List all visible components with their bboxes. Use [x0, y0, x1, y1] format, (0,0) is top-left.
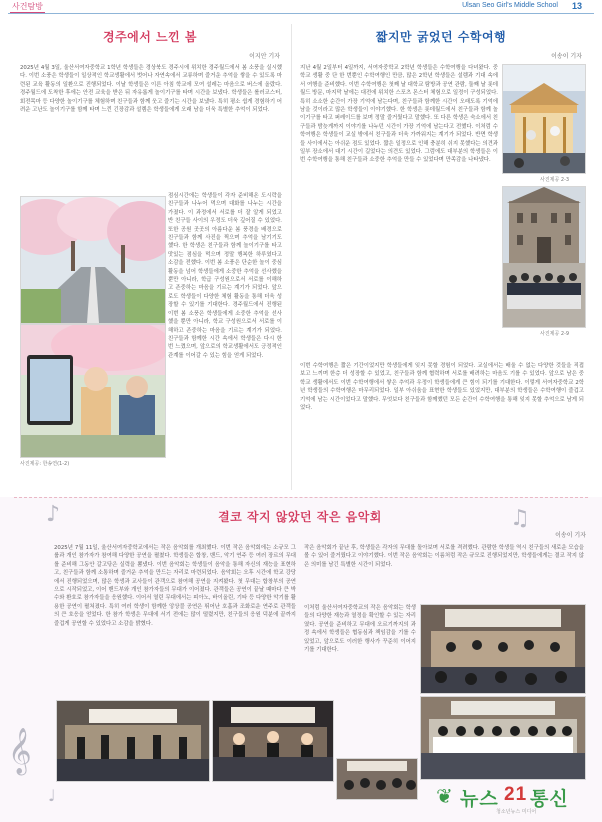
article-3-p3: 이어서 열린 무대에서는 피아노, 바이올린, 기타 등 다양한 악기를 활용한 공연이 펼쳐졌다. 특히 여러 학생이 함께한 앙상블 공연은 뛰어난 호흡과 조화로운 연주로 관객들의 큰 호응을 얻었다. 한 참가 학생은 무대에 서기 전에는 많이 떨렸지만, 친구들의 응원 덕분에 끝까지 즐겁게 공연할 수 있었다고 소감을 밝혔다. [54, 595, 296, 627]
article-1-p5: 경주월드에서 진행된 이번 봄 소풍은 학생들에게 소중한 추억을 선사했을 뿐만 아니라, 학교 구성원으로서 서로를 이해하고 존중하는 마음을 기르는 계기가 되었다. 친구들과 함께한 시간 속에서 학생들은 다시 한 번 느꼈으며, 앞으로의 학교생활에서도 긍정적인 관계를 이어갈 수 있는 힘을 얻게 되었다. [168, 302, 282, 359]
photo-students-phone-image [21, 325, 165, 457]
logo-text-a: 뉴스 [460, 789, 499, 810]
photo-concert-band-image [213, 701, 333, 781]
article-2-p5: 이번 수학여행은 짧은 기간이었지만 학생들에게 잊지 못할 경험이 되었다. 교실에서는 배울 수 없는 다양한 것들을 직접 보고 느끼며 한층 더 성장할 수 있었고, 친구들과 함께 협력하며 서로를 배려하는 마음도 기를 수 있었다. 앞으로 남은 중학교 생활에서도 이번 수학여행에서 쌓은 추억과 우정이 학생들에게 큰 힘이 되기를 기대한다. [300, 363, 584, 386]
article-1-p4: 이번 봄 소풍은 단순한 놀이 중심 활동을 넘어 학생들에게 소중한 추억을 선사했을 뿐만 아니라, 학급 구성원으로서 서로를 이해하고 존중하는 마음을 기르는 계기가 되었다. 앞으로도 학생들이 다양한 체험 활동을 통해 더욱 성장할 수 있기를 기대한다. [168, 260, 282, 309]
column-divider [291, 24, 292, 490]
article-1-body-top [20, 64, 282, 192]
article-2-head [300, 28, 582, 60]
article-3-head [150, 508, 450, 525]
article-3-body-right [304, 544, 584, 602]
article-2-p3: 한 학생은 롯데월드에서 친구들과 함께 놀이기구를 타고 퍼레이드를 보며 정말 즐거웠다고 말했다. 또 다른 학생은 숙소에서 친구들과 밤늦게까지 이야기를 나누던 시간이 가장 기억에 남는다고 전했다. 이처럼 수학여행은 학생들이 교실 밖에서 친구들과 더욱 가까워지는 계기가 되었다. [300, 107, 498, 139]
photo-carousel [502, 64, 586, 174]
article-2-body-left [300, 64, 498, 360]
article-3-p4: 작은 음악회가 끝난 후, 학생들은 각자의 무대를 돌아보며 서로를 격려했다. 관람한 학생들 역시 친구들의 새로운 모습을 볼 수 있어 즐거웠다고 이야기했다. 이번 작은 음악회는 이름처럼 작은 규모로 진행되었지만, 학생들에게는 결코 작지 않은 의미를 남긴 특별한 시간이 되었다. [304, 545, 584, 568]
photo-cherry-road-image [21, 197, 165, 323]
article-2-p6: 이렇게 서여자중학교 2학년 학생들의 수학여행은 마무리되었다. 일부 아쉬움을 표현한 학생들도 있었지만, 대부분의 학생들은 수학여행이 즐겁고 기억에 남는 시간이었다고 말했다. 무엇보다 친구들과 함께했던 모든 순간이 수학여행을 통해 잊지 못할 추억으로 남게 되었다. [300, 379, 584, 412]
photo-concert-wide [56, 700, 210, 782]
article-3-p1: 2025년 7월 11일, 울산서여자중학교에서는 작은 음악회를 개최했다. 이번 작은 음악회에는 소규모 그룹과 개인 참가자가 참여해 다양한 공연을 펼쳤다. 학생들은 합창, 밴드, 악기 연주 등 여러 장르의 무대를 준비해 그동안 갈고닦은 실력을 뽐냈다. 이번 음악회는 학생들이 음악을 통해 자신의 재능을 표현하고, 친구들과 함께 소통하며 즐거운 추억을 만드는 자리로 마련되었다. [54, 545, 296, 577]
article-2-p1: 지난 4월 2일부터 4일까지, 서여자중학교 2학년 학생들은 수학여행을 다녀왔다. 중학교 생활 중 단 한 번뿐인 수학여행인 만큼, 많은 2학년 학생들은 설렘과 기대 속에서 여행을 준비했다. [300, 65, 498, 88]
article-1-caption: 사진제공: 한송연(1-2) [20, 461, 70, 467]
photo-concert-choir-image [421, 697, 585, 779]
photo-concert-choir [420, 696, 586, 780]
photo-concert-audience-image [337, 759, 417, 799]
article-3-p2: 음악회는 오후 시간에 학교 강당에서 진행되었으며, 많은 학생과 교사들이 관객으로 참여해 공연을 지켜봤다. 첫 무대는 합창부의 공연으로 시작되었고, 이어 밴드부와 개인 참가자들의 무대가 이어졌다. 관객들은 공연이 끝날 때마다 큰 박수와 환호로 참가자들을 응원했다. [54, 570, 296, 602]
article-1-p1: 2025년 4월 3일, 울산서여자중학교 1학년 학생들은 경상북도 경주시에 위치한 경주월드에서 봄 소풍을 실시했다. 이번 소풍은 학생들이 일상적인 학교생활에서 벗어나 자연속에서 교류하며 즐거운 추억을 쌓을 수 있도록 마련된 교육 활동의 일환으로 진행되었다. [20, 65, 282, 88]
double-note-icon: ♫ [510, 506, 530, 531]
logo-leaf-icon: ❦ [436, 784, 453, 808]
photo-cherry-road [20, 196, 166, 324]
article-3-body-left [54, 544, 296, 696]
article-3-title: 결코 작지 않았던 작은 음악회 [218, 510, 382, 524]
article-2-p2: 이번 수학여행은 첫째 날 대학교 탐방과 공연 관람, 둘째 날 롯데월드 방문, 마지막 날에는 대전에 위치한 스포츠 몬스터 체험으로 일정이 구성되었다. 특히 소소한 순간이 가장 기억에 남는다며, 친구들과 함께한 시간이 오래도록 기억에 남을 것이라고 많은 학생들이 이야기했다. [300, 81, 498, 114]
page-number: 13 [571, 1, 582, 11]
logo-subtitle: 청소년뉴스 미디어 [496, 809, 537, 815]
small-note-icon: ♩ [48, 786, 56, 805]
treble-clef-icon: 𝄞 [8, 728, 32, 774]
logo-text-b: 통신 [530, 789, 569, 810]
photo-concert-stage-right-image [421, 605, 585, 693]
article-3-divider [14, 497, 588, 498]
header-rule [8, 13, 594, 14]
photo-carousel-image [503, 65, 585, 173]
article-2-author: 이송이 기자 [551, 53, 582, 60]
article-1-title: 경주에서 느낀 봄 [102, 30, 197, 44]
article-1-head [20, 28, 280, 60]
page-header [0, 0, 602, 14]
photo-group-building-image [503, 187, 585, 327]
article-2-caption-a: 사진제공 2-3 [540, 177, 570, 183]
section-label: 사건탐방 [12, 2, 43, 11]
news-logo [436, 782, 596, 814]
photo-concert-stage-right [420, 604, 586, 694]
school-name: Ulsan Seo Girl's Middle School [462, 2, 558, 9]
article-2-title: 짧지만 굵었던 수학여행 [375, 30, 507, 44]
article-1-p2: 이날 학생들은 이른 아침 학교에 모여 설레는 마음으로 버스에 올랐다. 경주월드에 도착한 후에는 안전 교육을 받은 뒤 자유롭게 놀이기구를 타며 시간을 보냈다. 학생들은 롤러코스터, 회전목마 등 다양한 놀이기구를 체험하며 친구들과 함께 웃고 즐기는 시간을 보냈다. 특히 평소 쉽게 경험하기 어려운 고난도 놀이기구를 함께 타며 느낀 긴장감과 설렘은 학생들에게 오래 남을 더욱 특별한 추억이 되었다. [20, 81, 282, 114]
article-1-p3: 점심시간에는 학생들이 각자 준비해온 도시락을 친구들과 나누어 먹으며 대화를 나누는 시간을 가졌다. 이 과정에서 서로를 더 잘 알게 되었고 반 친구들 사이의 우정도 더욱 깊어질 수 있었다. 또한 공원 곳곳의 아름다운 봄 풍경을 배경으로 친구들과 함께 사진을 찍으며 추억을 남기기도 했다. 한 학생은 친구들과 함께 놀이기구를 타고 맛있는 점심을 먹으며 정말 행복한 하루였다고 소감을 전했다. [168, 193, 282, 267]
photo-concert-audience [336, 758, 418, 800]
article-1-body-right [168, 192, 282, 480]
article-2-body-bottom [300, 362, 584, 484]
logo-number: 21 [504, 784, 528, 805]
article-3-p5: 이처럼 울산서여자중학교의 작은 음악회는 학생들의 다양한 재능과 열정을 확인할 수 있는 자리였다. 공연을 준비하고 무대에 오르기까지의 과정 속에서 학생들은 협동심과 책임감을 기를 수 있었고, 앞으로도 이러한 행사가 꾸준히 이어지기를 기대한다. [304, 605, 416, 654]
photo-students-phone [20, 324, 166, 458]
photo-concert-wide-image [57, 701, 209, 781]
music-note-icon: ♪ [46, 502, 61, 527]
article-2-p4: 반면 학생들 사이에서는 아쉬운 점도 있었다. 짧은 일정으로 인해 충분히 쉬지 못했다는 의견과 일부 장소에서 대기 시간이 길었다는 의견도 있었다. 그럼에도 대부분의 학생들은 이번 수학여행을 통해 친구들과 소중한 추억을 만들 수 있었다며 만족감을 나타냈다. [300, 132, 498, 164]
article-2-caption-b: 사진제공 2-9 [540, 331, 570, 337]
article-1-author: 이지안 기자 [249, 53, 280, 60]
photo-concert-band [212, 700, 334, 782]
article-3-author: 이송이 기자 [555, 532, 586, 539]
photo-group-building [502, 186, 586, 328]
